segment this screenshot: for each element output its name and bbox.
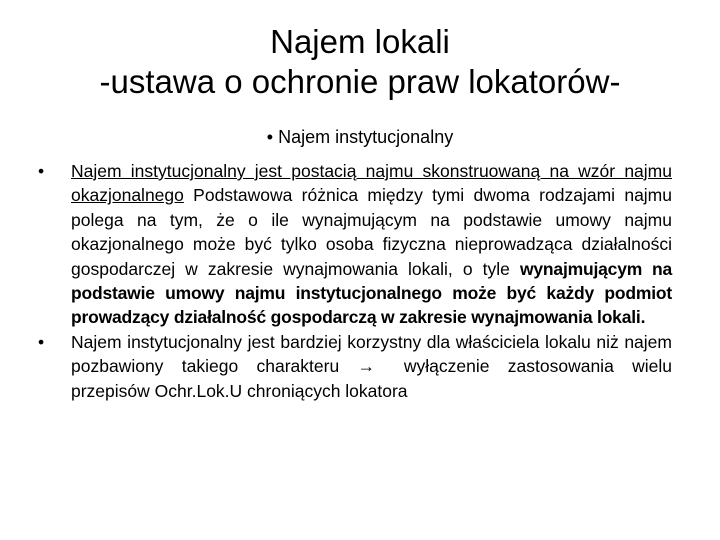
bullet-item-1 <box>38 159 672 330</box>
bullet-list <box>38 159 672 403</box>
bullet-marker-1: • <box>38 161 45 181</box>
title-line-1: Najem lokali <box>270 23 450 60</box>
bullet-marker-2: • <box>38 331 45 352</box>
bullet-1-underlined-text: Najem instytucjonalny jest postacią najmu skonstruowaną na wzór najmu okazjonalnego <box>71 161 672 206</box>
bullet-1-bold-text: wynajmującym na podstawie umowy najmu instytucjonalnego może być każdy podmiot prowadzący działalność gospodarczą w zakresie wynajmowania lokali. <box>71 258 672 328</box>
subheading-text: Najem instytucjonalny <box>278 127 454 147</box>
slide-title <box>40 22 680 102</box>
bullet-2-text-after-arrow: wyłączenie zastosowania wielu przepisów Ochr.Lok.U chroniących lokatora <box>71 356 673 401</box>
bullet-2-text-before-arrow: Najem instytucjonalny jest bardziej korzystny dla właściciela lokalu niż najem pozbawiony takiego charakteru <box>71 331 672 377</box>
bullet-item-2 <box>38 330 672 403</box>
subheading-bullet: • <box>266 127 274 147</box>
title-line-2: -ustawa o ochronie praw lokatorów- <box>99 63 621 100</box>
subheading <box>0 126 720 148</box>
bullet-1-plain-text: Podstawowa różnica między tymi dwoma rodzajami najmu polega na tym, że o ile wynajmującym na podstawie umowy najmu okazjonalnego może być tylko osoba fizyczna nieprowadząca działalności gospodarczej w zakresie wynajmowania lokali, o tyle <box>71 185 672 279</box>
arrow-right-icon: → <box>357 356 376 377</box>
